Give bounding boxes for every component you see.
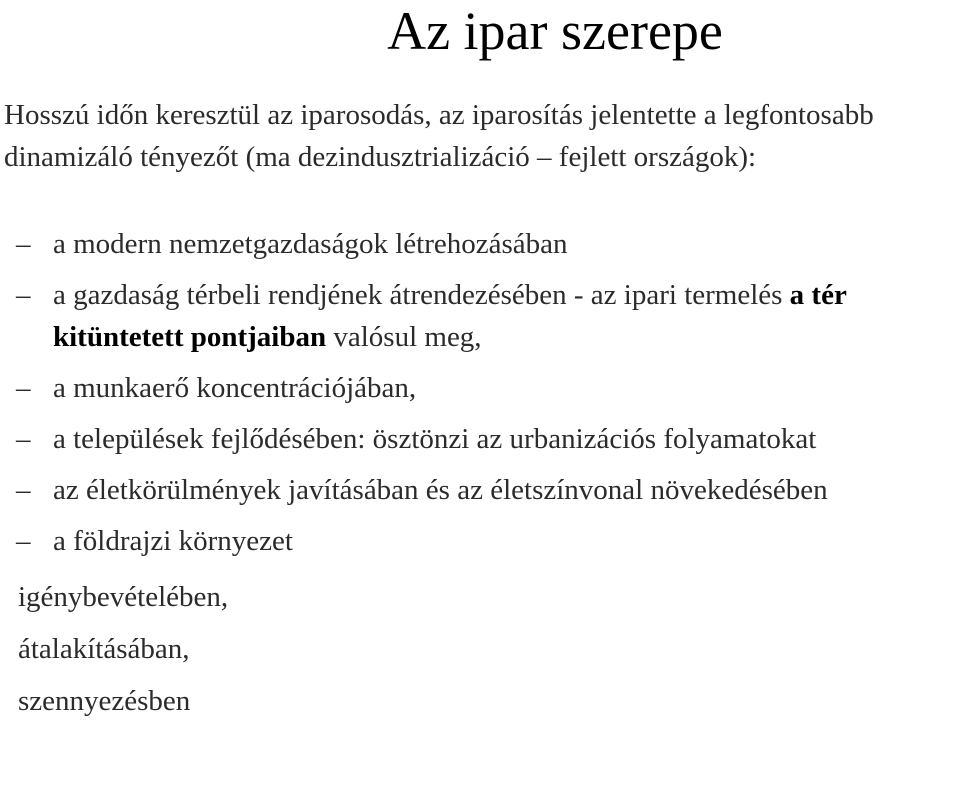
sub-line-text: igénybevételében, — [18, 581, 229, 613]
sub-line-text: szennyezésben — [18, 685, 191, 717]
slide-title: Az ipar szerepe — [387, 1, 723, 61]
bullet-emphasis: a tér kitüntetett pontjaiban — [53, 279, 847, 353]
bullet-item — [0, 367, 960, 409]
bullet-list — [0, 223, 960, 727]
dash-marker: – — [16, 372, 31, 404]
bullet-text: az életkörülmények javításában és az életszínvonal növekedésében — [53, 474, 828, 506]
bullet-text: a gazdaság térbeli rendjének átrendezésében - az ipari termelés — [53, 279, 790, 311]
bullet-text: a földrajzi környezet — [53, 525, 293, 557]
bullet-item — [0, 223, 960, 265]
bullet-text: valósul meg, — [326, 321, 482, 353]
bullet-text: a modern nemzetgazdaságok létrehozásában — [53, 228, 568, 260]
dash-marker: – — [16, 525, 31, 557]
bullet-item — [0, 418, 960, 460]
bullet-item — [0, 274, 960, 358]
intro-paragraph: Hosszú időn keresztül az iparosodás, az iparosítás jelentette a legfontosabb dinamizáló tényezőt (ma dezindusztrializáció – fejlett országok): — [4, 99, 874, 173]
dash-marker: – — [16, 474, 31, 506]
sub-line-text: átalakításában, — [18, 633, 190, 665]
sub-line — [0, 675, 960, 727]
dash-marker: – — [16, 423, 31, 455]
dash-marker: – — [16, 228, 31, 260]
bullet-text: a munkaerő koncentrációjában, — [53, 372, 417, 404]
bullet-item — [0, 520, 960, 562]
bullet-item — [0, 469, 960, 511]
sub-line — [0, 623, 960, 675]
bullet-text: a települések fejlődésében: ösztönzi az urbanizációs folyamatokat — [53, 423, 817, 455]
dash-marker: – — [16, 279, 31, 311]
sub-line — [0, 571, 960, 623]
